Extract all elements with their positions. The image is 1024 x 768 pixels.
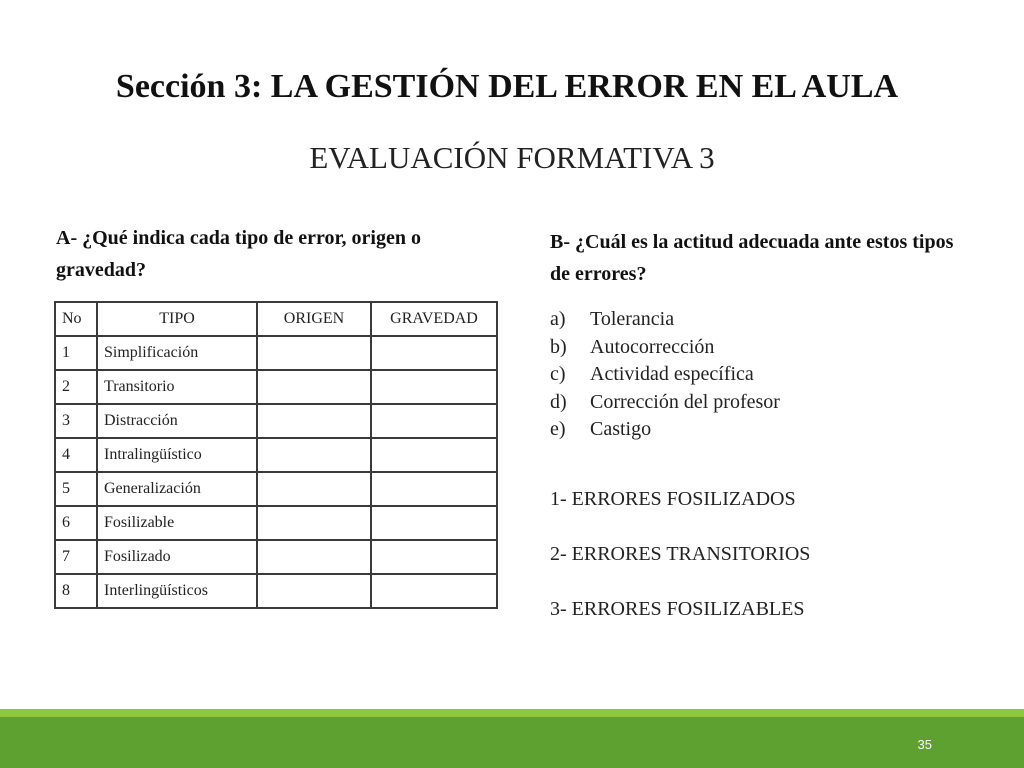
- cell-gravedad: [371, 404, 497, 438]
- cell-origen: [257, 540, 371, 574]
- cell-origen: [257, 336, 371, 370]
- cell-tipo: Fosilizable: [97, 506, 257, 540]
- error-type-table: [54, 301, 498, 609]
- cell-origen: [257, 370, 371, 404]
- cell-no: 6: [55, 506, 97, 540]
- cell-no: 8: [55, 574, 97, 608]
- option-label: Castigo: [590, 418, 652, 440]
- footer-band-accent: [0, 709, 1024, 717]
- table-row: [55, 438, 497, 472]
- table-header-row: [55, 302, 497, 336]
- question-b: B- ¿Cuál es la actitud adecuada ante estos tipos de errores?: [550, 231, 954, 285]
- table-row: [55, 336, 497, 370]
- cell-origen: [257, 574, 371, 608]
- cell-tipo: Intralingüístico: [97, 438, 257, 472]
- cell-no: 5: [55, 472, 97, 506]
- list-item: [550, 334, 780, 362]
- cell-no: 4: [55, 438, 97, 472]
- table-row: [55, 540, 497, 574]
- option-marker: b): [550, 335, 567, 358]
- page-number: 35: [917, 737, 932, 752]
- cell-tipo: Distracción: [97, 404, 257, 438]
- cell-gravedad: [371, 336, 497, 370]
- cell-no: 2: [55, 370, 97, 404]
- cell-no: 1: [55, 336, 97, 370]
- option-marker: e): [550, 418, 566, 440]
- cell-origen: [257, 506, 371, 540]
- table-row: [55, 472, 497, 506]
- option-label: Corrección del profesor: [590, 390, 780, 413]
- table-row: [55, 506, 497, 540]
- cell-tipo: Simplificación: [97, 336, 257, 370]
- option-marker: d): [550, 390, 567, 413]
- cell-gravedad: [371, 438, 497, 472]
- cell-tipo: Interlingüísticos: [97, 574, 257, 608]
- header-gravedad: GRAVEDAD: [371, 302, 497, 336]
- cell-gravedad: [371, 574, 497, 608]
- attitude-options-list: [550, 306, 780, 444]
- error-type-fosilizables: 3- ERRORES FOSILIZABLES: [550, 598, 805, 620]
- cell-tipo: Transitorio: [97, 370, 257, 404]
- error-type-fosilizados: 1- ERRORES FOSILIZADOS: [550, 488, 796, 510]
- cell-origen: [257, 404, 371, 438]
- error-type-transitorios: 2- ERRORES TRANSITORIOS: [550, 543, 811, 565]
- list-item: [550, 306, 780, 334]
- table-row: [55, 574, 497, 608]
- option-label: Tolerancia: [590, 308, 675, 330]
- cell-gravedad: [371, 506, 497, 540]
- slide-title: Sección 3: LA GESTIÓN DEL ERROR EN EL AULA: [115, 68, 899, 105]
- cell-tipo: Generalización: [97, 472, 257, 506]
- table-row: [55, 404, 497, 438]
- option-marker: a): [550, 308, 566, 330]
- option-marker: c): [550, 363, 566, 385]
- cell-tipo: Fosilizado: [97, 540, 257, 574]
- option-label: Autocorrección: [590, 335, 715, 358]
- cell-gravedad: [371, 540, 497, 574]
- cell-origen: [257, 438, 371, 472]
- footer-band: [0, 717, 1024, 768]
- cell-no: 3: [55, 404, 97, 438]
- question-a: A- ¿Qué indica cada tipo de error, origen o gravedad?: [56, 227, 421, 281]
- list-item: [550, 389, 780, 417]
- list-item: [550, 361, 780, 389]
- cell-gravedad: [371, 472, 497, 506]
- cell-gravedad: [371, 370, 497, 404]
- header-origen: ORIGEN: [257, 302, 371, 336]
- list-item: [550, 416, 780, 444]
- option-label: Actividad específica: [590, 363, 754, 385]
- header-no: No: [55, 302, 97, 336]
- header-tipo: TIPO: [97, 302, 257, 336]
- slide-subtitle: EVALUACIÓN FORMATIVA 3: [309, 140, 715, 175]
- cell-no: 7: [55, 540, 97, 574]
- cell-origen: [257, 472, 371, 506]
- table-row: [55, 370, 497, 404]
